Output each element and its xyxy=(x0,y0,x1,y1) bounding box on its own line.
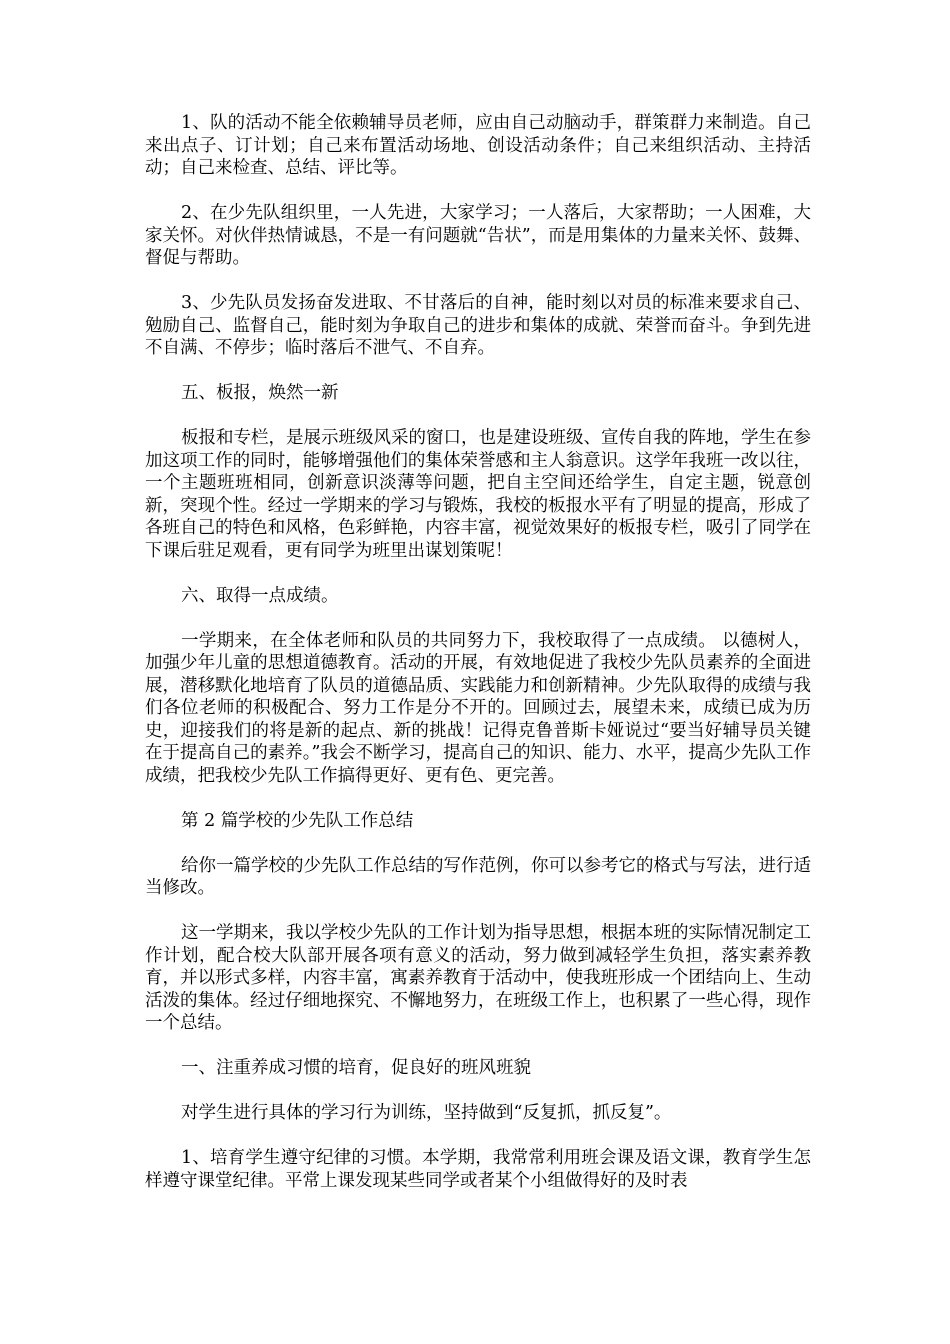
article-title-2: 第 2 篇学校的少先队工作总结 xyxy=(181,810,414,831)
paragraph-overview: 这一学期来，我以学校少先队的工作计划为指导思想，根据本班的实际情况制定工作计划，配合校大队部开展各项有意义的活动，努力做到减轻学生负担，落实素养教育，并以形式多样，内容丰富，寓素养教育于活动中，使我班形成一个团结向上、生动活泼的集体。经过仔细地探究、不懈地努力，在班级工作上，也积累了一些心得，现作一个总结。 xyxy=(145,923,811,1033)
document-page xyxy=(145,112,811,1215)
section-heading-5: 五、板报，焕然一新 xyxy=(181,383,339,403)
paragraph-3: 3、少先队员发扬奋发进取、不甘落后的自神，能时刻以对员的标准来要求自己、勉励自己、监督自己，能时刻为争取自己的进步和集体的成就、荣誉而奋斗。争到先进不自满、不停步；临时落后不泄气、不自弃。 xyxy=(145,293,811,358)
section-heading-6: 六、取得一点成绩。 xyxy=(181,585,339,606)
section-heading-1: 一、注重养成习惯的培育，促良好的班风班貌 xyxy=(181,1058,531,1078)
paragraph-blackboard: 板报和专栏，是展示班级风采的窗口，也是建设班级、宣传自我的阵地，学生在参加这项工作的同时，能够增强他们的集体荣誉感和主人翁意识。这学年我班一改以往，一个主题班班相同，创新意识淡薄等问题，把自主空间还给学生，自定主题，锐意创新，突现个性。经过一学期来的学习与锻炼，我校的板报水平有了明显的提高，形成了各班自己的特色和风格，色彩鲜艳，内容丰富，视觉效果好的板报专栏，吸引了同学在下课后驻足观看，更有同学为班里出谋划策呢！ xyxy=(145,428,811,561)
paragraph-achievements: 一学期来，在全体老师和队员的共同努力下，我校取得了一点成绩。 以德树人，加强少年儿童的思想道德教育。活动的开展，有效地促进了我校少先队员素养的全面进展，潜移默化地培育了队员的道德品质、实践能力和创新精神。少先队取得的成绩与我们各位老师的积极配合、努力工作是分不开的。回顾过去，展望未来，成绩已成为历史，迎接我们的将是新的起点、新的挑战！记得克鲁普斯卡娅说过“要当好辅导员关键在于提高自己的素养。”我会不断学习，提高自己的知识、能力、水平，提高少先队工作成绩，把我校少先队工作搞得更好、更有色、更完善。 xyxy=(145,630,811,786)
paragraph-2: 2、在少先队组织里，一人先进，大家学习；一人落后，大家帮助；一人困难，大家关怀。对伙伴热情诚恳，不是一有问题就“告状”，而是用集体的力量来关怀、鼓舞、督促与帮助。 xyxy=(145,203,811,268)
paragraph-discipline: 1、培育学生遵守纪律的习惯。本学期，我常常利用班会课及语文课，教育学生怎样遵守课堂纪律。平常上课发现某些同学或者某个小组做得好的及时表 xyxy=(145,1148,811,1191)
paragraph-intro: 给你一篇学校的少先队工作总结的写作范例，你可以参考它的格式与写法，进行适当修改。 xyxy=(145,855,811,898)
paragraph-1: 1、队的活动不能全依赖辅导员老师，应由自己动脑动手，群策群力来制造。自己来出点子、订计划；自己来布置活动场地、创设活动条件；自己来组织活动、主持活动；自己来检查、总结、评比等。 xyxy=(145,113,811,178)
paragraph-training: 对学生进行具体的学习行为训练，坚持做到“反复抓，抓反复”。 xyxy=(181,1103,672,1123)
